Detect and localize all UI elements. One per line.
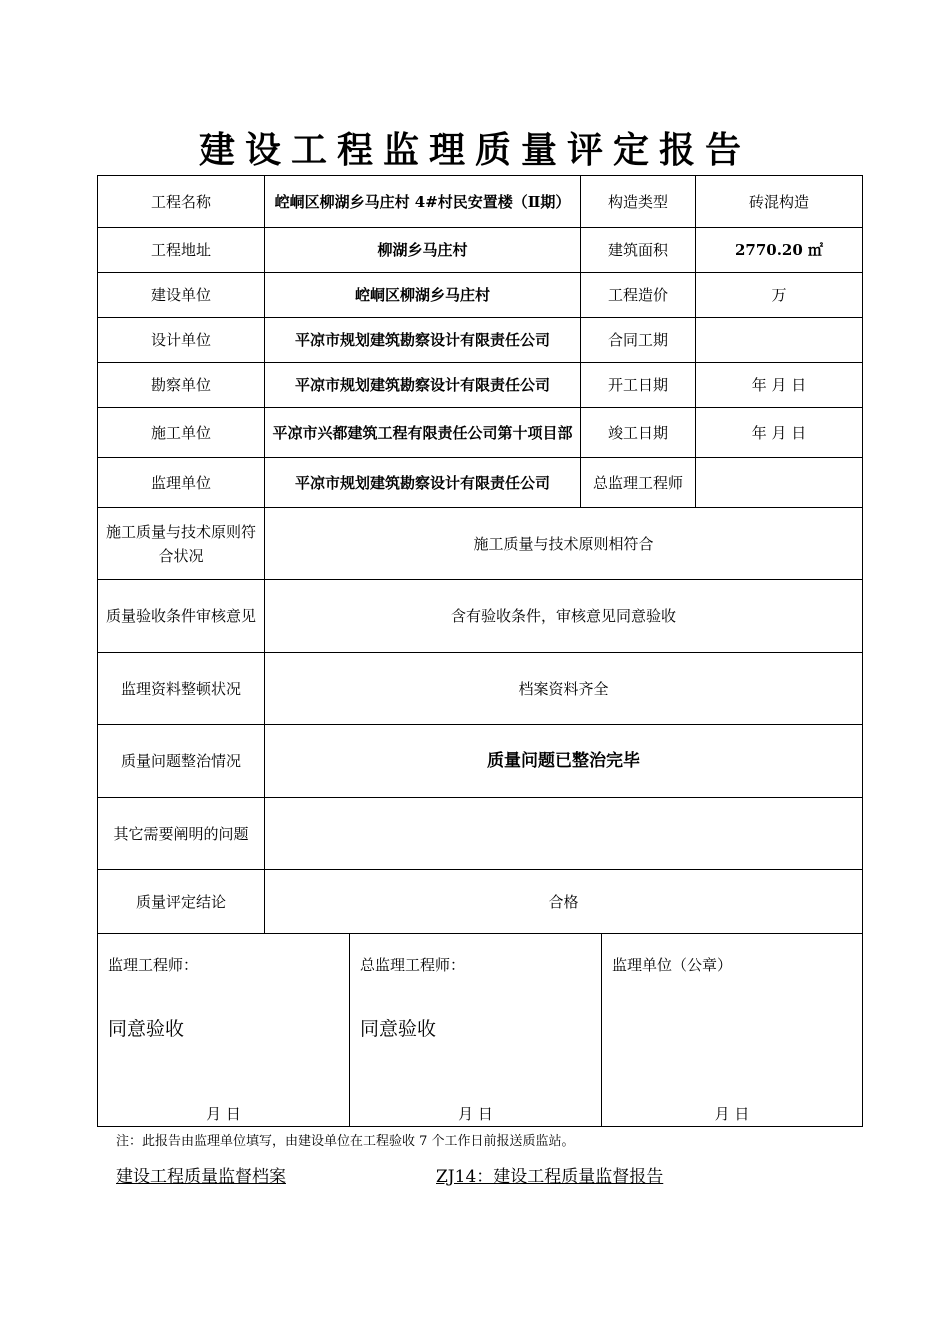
construction-unit-value: 平凉市兴都建筑工程有限责任公司第十项目部 bbox=[265, 408, 581, 458]
table-row bbox=[98, 228, 863, 273]
signature-date: 月 日 bbox=[458, 1105, 493, 1123]
field-label: 开工日期 bbox=[581, 363, 696, 408]
field-label: 竣工日期 bbox=[581, 408, 696, 458]
field-label: 监理单位 bbox=[98, 458, 265, 508]
signature-cell-chief-engineer bbox=[350, 934, 602, 1127]
signature-label: 监理工程师： bbox=[108, 956, 199, 974]
table-row bbox=[98, 273, 863, 318]
table-row bbox=[98, 363, 863, 408]
records-status-value: 档案资料齐全 bbox=[265, 653, 863, 725]
table-row bbox=[98, 580, 863, 653]
footnote: 注：此报告由监理单位填写，由建设单位在工程验收 7 个工作日前报送质监站。 bbox=[116, 1134, 575, 1149]
table-row bbox=[98, 458, 863, 508]
signature-table bbox=[97, 933, 863, 1127]
completion-date-value: 年 月 日 bbox=[696, 408, 863, 458]
table-row bbox=[98, 318, 863, 363]
client-unit-value: 崆峒区柳湖乡马庄村 bbox=[265, 273, 581, 318]
table-row bbox=[98, 508, 863, 580]
field-label: 施工单位 bbox=[98, 408, 265, 458]
signature-label: 监理单位（公章） bbox=[612, 956, 733, 974]
table-row bbox=[98, 653, 863, 725]
contract-period-value bbox=[696, 318, 863, 363]
design-unit-value: 平凉市规划建筑勘察设计有限责任公司 bbox=[265, 318, 581, 363]
signature-label: 总监理工程师： bbox=[360, 956, 466, 974]
signature-opinion: 同意验收 bbox=[360, 1018, 437, 1040]
field-label: 建筑面积 bbox=[581, 228, 696, 273]
issue-rectification-value: 质量问题已整治完毕 bbox=[265, 725, 863, 798]
supervision-unit-value: 平凉市规划建筑勘察设计有限责任公司 bbox=[265, 458, 581, 508]
field-label: 工程名称 bbox=[98, 176, 265, 228]
field-label: 工程地址 bbox=[98, 228, 265, 273]
field-label: 合同工期 bbox=[581, 318, 696, 363]
report-table bbox=[97, 175, 863, 934]
field-label: 质量验收条件审核意见 bbox=[98, 580, 265, 653]
page-title: 建设工程监理质量评定报告 bbox=[198, 129, 751, 171]
quality-compliance-value: 施工质量与技术原则相符合 bbox=[265, 508, 863, 580]
project-address-value: 柳湖乡马庄村 bbox=[265, 228, 581, 273]
field-label: 工程造价 bbox=[581, 273, 696, 318]
footer-report-label: ZJ14：建设工程质量监督报告 bbox=[436, 1167, 664, 1187]
other-issues-value bbox=[265, 798, 863, 870]
quality-conclusion-value: 合格 bbox=[265, 870, 863, 934]
structure-type-value: 砖混构造 bbox=[696, 176, 863, 228]
survey-unit-value: 平凉市规划建筑勘察设计有限责任公司 bbox=[265, 363, 581, 408]
field-label: 构造类型 bbox=[581, 176, 696, 228]
signature-opinion: 同意验收 bbox=[108, 1018, 185, 1040]
signature-date: 月 日 bbox=[206, 1105, 241, 1123]
start-date-value: 年 月 日 bbox=[696, 363, 863, 408]
acceptance-opinion-value: 含有验收条件，审核意见同意验收 bbox=[265, 580, 863, 653]
project-name-value: 崆峒区柳湖乡马庄村 4#村民安置楼（Ⅱ期） bbox=[265, 176, 581, 228]
signature-cell-unit-seal bbox=[602, 934, 863, 1127]
field-label: 其它需要阐明的问题 bbox=[98, 798, 265, 870]
field-label: 施工质量与技术原则符合状况 bbox=[98, 508, 265, 580]
signature-cell-engineer bbox=[98, 934, 350, 1127]
table-row bbox=[98, 176, 863, 228]
footer-archive-label: 建设工程质量监督档案 bbox=[116, 1167, 286, 1187]
field-label: 监理资料整顿状况 bbox=[98, 653, 265, 725]
field-label: 质量评定结论 bbox=[98, 870, 265, 934]
table-row bbox=[98, 408, 863, 458]
chief-engineer-value bbox=[696, 458, 863, 508]
field-label: 总监理工程师 bbox=[581, 458, 696, 508]
project-cost-value: 万 bbox=[696, 273, 863, 318]
field-label: 设计单位 bbox=[98, 318, 265, 363]
table-row bbox=[98, 798, 863, 870]
table-row bbox=[98, 725, 863, 798]
field-label: 建设单位 bbox=[98, 273, 265, 318]
field-label: 质量问题整治情况 bbox=[98, 725, 265, 798]
signature-date: 月 日 bbox=[714, 1105, 750, 1123]
field-label: 勘察单位 bbox=[98, 363, 265, 408]
table-row bbox=[98, 870, 863, 934]
building-area-value: 2770.20 ㎡ bbox=[696, 228, 863, 273]
